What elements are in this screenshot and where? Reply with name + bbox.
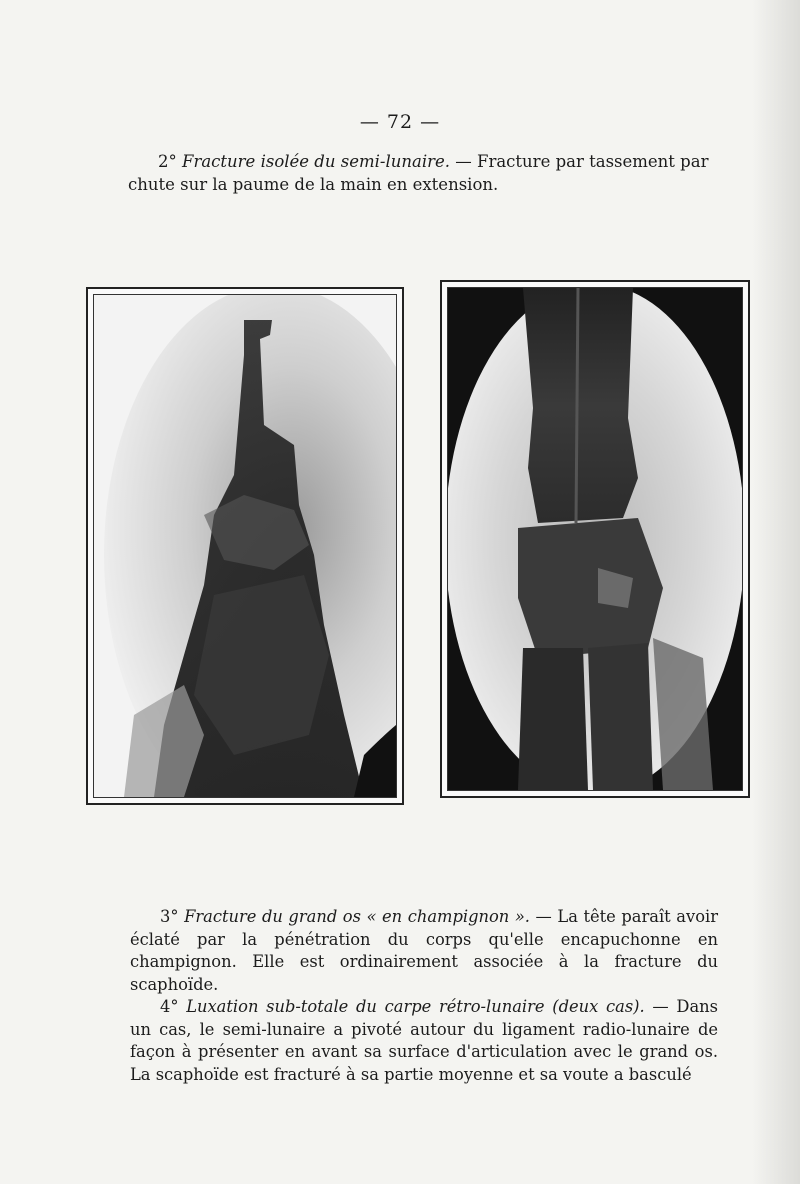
page-number: — 72 —: [359, 111, 441, 133]
xray-frontal-wrist-image: [447, 287, 743, 791]
body-text: [130, 906, 718, 1086]
section-2-number: 2°: [158, 152, 177, 171]
xray-figure-right: [440, 280, 750, 798]
xray-lateral-wrist-image: [93, 294, 397, 798]
page-edge-shadow: [752, 0, 800, 1184]
xray-figure-left: [86, 287, 404, 805]
section-4-paren: (deux cas).: [552, 997, 645, 1016]
section-3-title: Fracture du grand os « en champignon ».: [184, 907, 530, 926]
section-4-title: Luxation sub-totale du carpe rétro-lunaire: [186, 997, 545, 1016]
section-3-paragraph: [130, 906, 718, 996]
section-4-number: 4°: [160, 997, 179, 1016]
section-2-title: Fracture isolée du semi-lunaire.: [182, 152, 451, 171]
section-4-text: — Dans un cas, le semi-lunaire a pivoté autour du ligament radio-lunaire de façon à présenter en avant sa surface d'articulation avec le grand os. La scaphoïde est fracturé à sa partie moyenne et sa voute a basculé: [130, 997, 718, 1084]
section-2-text-line2: chute sur la paume de la main en extension.: [128, 175, 499, 194]
section-2-text-line1: — Fracture par tassement par: [450, 152, 709, 171]
section-3-text: — La tête paraît avoir éclaté par la pénétration du corps qu'elle encapuchonne en champignon. Elle est ordinairement associée à la fracture du scaphoïde.: [130, 907, 718, 994]
section-2-paragraph: [128, 150, 708, 196]
section-4-paragraph: [130, 996, 718, 1086]
section-3-number: 3°: [160, 907, 179, 926]
